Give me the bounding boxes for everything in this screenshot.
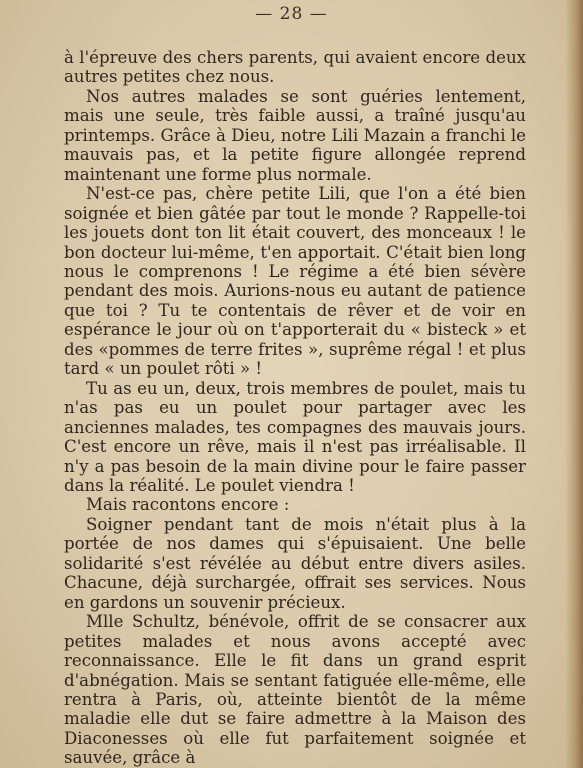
paragraph-7: Mlle Schultz, bénévole, offrit de se consacrer aux petites malades et nous avons accepté avec reconnaissance. Elle le fit dans un grand esprit d'abnégation. Mais se sentant fatiguée elle-même, elle rentra à Paris, où, atteinte bientôt de la même maladie elle dut se faire admettre à la Maison des Diaconesses où elle fut parfaitement soignée et sauvée, grâce à: [64, 612, 526, 768]
page-number: — 28 —: [255, 4, 328, 24]
paragraph-2: Nos autres malades se sont guéries lentement, mais une seule, très faible aussi, a traîné jusqu'au printemps. Grâce à Dieu, notre Lili Mazain a franchi le mauvais pas, et la petite figure allongée reprend maintenant une forme plus normale.: [64, 86, 526, 184]
body-text: [64, 48, 526, 768]
paragraph-3: N'est-ce pas, chère petite Lili, que l'on a été bien soignée et bien gâtée par tout le monde ? Rappelle-toi les jouets dont ton lit était couvert, des monceaux ! le bon docteur lui-même, t'en apportait. C'était bien long nous le comprenons ! Le régime a été bien sévère pendant des mois. Aurions-nous eu autant de patience que toi ? Tu te contentais de rêver et de voir en espérance le jour où on t'apporterait du « bisteck » et des «pommes de terre frites », suprême régal ! et plus tard « un poulet rôti » !: [64, 184, 526, 379]
paragraph-4: Tu as eu un, deux, trois membres de poulet, mais tu n'as pas eu un poulet pour partager avec les anciennes malades, tes compagnes des mauvais jours. C'est encore un rêve, mais il n'est pas irréalisable. Il n'y a pas besoin de la main divine pour le faire passer dans la réalité. Le poulet viendra !: [64, 378, 526, 495]
paragraph-6: Soigner pendant tant de mois n'était plus à la portée de nos dames qui s'épuisaient. Une belle solidarité s'est révélée au début entre divers asiles. Chacune, déjà surchargée, offrait ses services. Nous en gardons un souvenir précieux.: [64, 514, 526, 612]
paragraph-5: Mais racontons encore :: [86, 495, 290, 515]
page-edge-shadow: [565, 0, 583, 768]
paragraph-1: à l'épreuve des chers parents, qui avaient encore deux autres petites chez nous.: [64, 48, 526, 87]
